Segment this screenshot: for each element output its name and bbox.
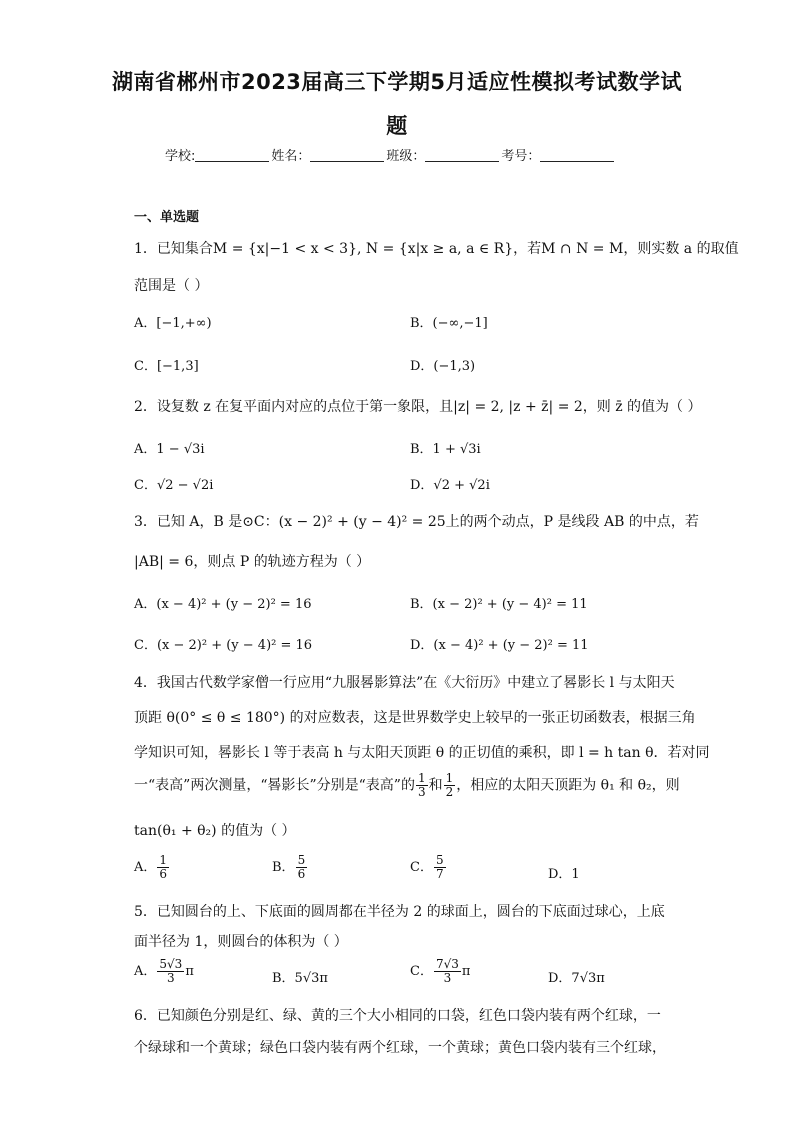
question-5-text-cont: 面半径为 1，则圆台的体积为（ ）	[134, 934, 348, 950]
q2-option-a: A．1 − √3i	[134, 442, 205, 457]
question-1-text-cont: 范围是（ ）	[134, 278, 209, 294]
question-6-text: 6．已知颜色分别是红、绿、黄的三个大小相同的口袋，红色口袋内装有两个红球，一	[134, 1008, 661, 1024]
q2-option-b: B．1 + √3i	[410, 442, 481, 457]
page-title-continued: 题	[386, 114, 408, 138]
question-2-text: 2．设复数 z 在复平面内对应的点位于第一象限，且|z| = 2, |z + z̄| = 2，则 z̄ 的值为（ ）	[134, 399, 702, 415]
section-heading: 一、单选题	[134, 210, 200, 225]
question-4-text: 4．我国古代数学家僧一行应用“九服晷影算法”在《大衍历》中建立了晷影长 l 与太阳天	[134, 675, 675, 691]
question-4-text-5: tan(θ₁ + θ₂) 的值为（ ）	[134, 823, 296, 839]
student-info-line	[165, 145, 616, 164]
q3-option-b: B．(x − 2)² + (y − 4)² = 11	[410, 597, 588, 612]
q5-option-d: D．7√3π	[548, 971, 605, 986]
name-label: 姓名：	[271, 149, 311, 164]
q3-option-c: C．(x − 2)² + (y − 4)² = 16	[134, 638, 313, 653]
q1-option-b: B．(−∞,−1]	[410, 316, 488, 331]
q2-option-c: C．√2 − √2i	[134, 478, 214, 493]
q1-option-a: A．[−1,+∞)	[134, 316, 212, 331]
question-4-text-3: 学知识可知，晷影长 l 等于表高 h 与太阳天顶距 θ 的正切值的乘积，即 l = h tan θ．若对同	[134, 745, 710, 761]
q5-option-a: A． $\frac{5√3}{3}$ π	[134, 957, 194, 985]
question-3-text-cont: |AB| = 6，则点 P 的轨迹方程为（ ）	[134, 554, 371, 570]
fraction-one-third: $\frac{1}{3}$	[417, 771, 426, 799]
q4-option-a: A． $\frac{1}{6}$	[134, 853, 168, 881]
school-label: 学校:	[165, 149, 196, 164]
q5-option-b: B．5√3π	[272, 971, 328, 986]
number-blank	[540, 148, 614, 162]
q4-option-d: D．1	[548, 867, 580, 882]
question-4-text-2: 顶距 θ(0° ≤ θ ≤ 180°) 的对应数表，这是世界数学史上较早的一张正切函数表，根据三角	[134, 710, 696, 726]
q4-option-c: C． $\frac{5}{7}$	[410, 853, 444, 881]
q1-option-d: D．(−1,3)	[410, 359, 476, 374]
question-3-text: 3．已知 A，B 是⊙C：(x − 2)² + (y − 4)² = 25上的两个动点，P 是线段 AB 的中点，若	[134, 514, 699, 530]
page-title: 湖南省郴州市2023届高三下学期5月适应性模拟考试数学试	[111, 70, 683, 94]
q2-option-d: D．√2 + √2i	[410, 478, 490, 493]
question-5-text: 5．已知圆台的上、下底面的圆周都在半径为 2 的球面上，圆台的下底面过球心，上底	[134, 904, 665, 920]
school-blank	[195, 148, 269, 162]
q3-option-a: A．(x − 4)² + (y − 2)² = 16	[134, 597, 312, 612]
question-6-text-cont: 个绿球和一个黄球；绿色口袋内装有两个红球，一个黄球；黄色口袋内装有三个红球，	[134, 1040, 666, 1056]
q4-option-b: B． $\frac{5}{6}$	[272, 853, 306, 881]
class-blank	[425, 148, 499, 162]
q1-option-c: C．[−1,3]	[134, 359, 199, 374]
q3-option-d: D．(x − 4)² + (y − 2)² = 11	[410, 638, 589, 653]
fraction-one-half: $\frac{1}{2}$	[445, 771, 454, 799]
number-label: 考号：	[501, 149, 541, 164]
question-4-text-4: 一“表高”两次测量，“晷影长”分别是“表高”的 $\frac{1}{3}$ 和 $\frac{1}{2}$ ，相应的太阳天顶距为 θ₁ 和 θ₂，则	[134, 771, 680, 799]
class-label: 班级：	[386, 149, 426, 164]
name-blank	[310, 148, 384, 162]
q5-option-c: C． $\frac{7√3}{3}$ π	[410, 957, 471, 985]
question-1-text: 1．已知集合M = {x|−1 < x < 3}, N = {x|x ≥ a, a ∈ R}，若M ∩ N = M，则实数 a 的取值	[134, 241, 739, 257]
